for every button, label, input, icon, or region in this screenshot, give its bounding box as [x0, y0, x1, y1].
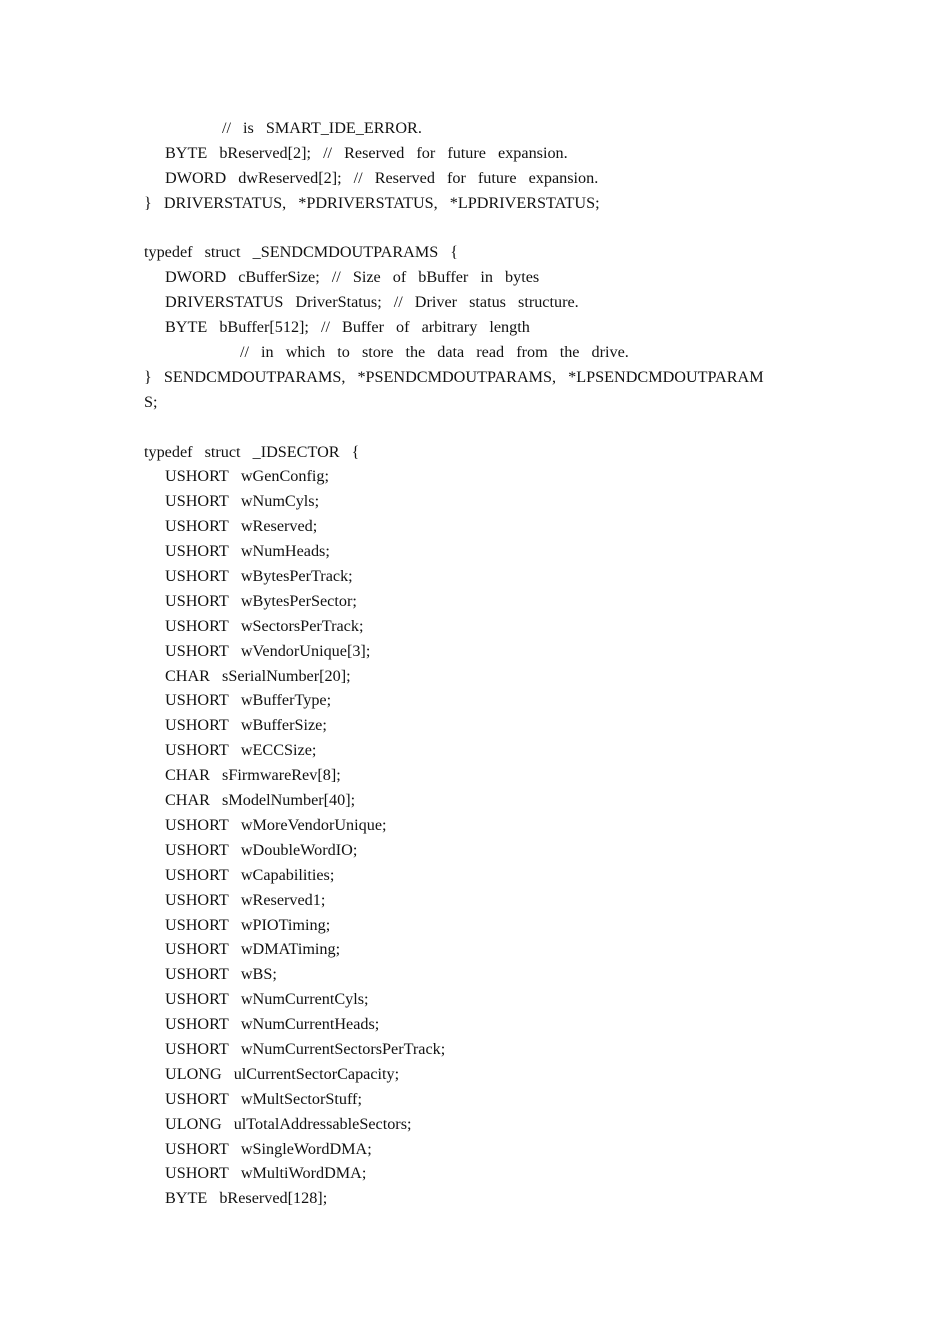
code-token: USHORT — [165, 542, 229, 561]
code-line — [144, 265, 814, 290]
code-token: drive. — [591, 343, 629, 362]
code-listing — [144, 116, 814, 1211]
code-token: structure. — [518, 293, 579, 312]
code-token: wVendorUnique[3]; — [240, 641, 371, 660]
code-token: USHORT — [165, 616, 229, 635]
code-token: BYTE — [165, 143, 208, 162]
code-token: USHORT — [165, 716, 229, 735]
code-token: wPIOTiming; — [240, 915, 331, 934]
code-token: wBS; — [240, 965, 277, 984]
code-token: _IDSECTOR — [252, 442, 340, 461]
code-token: expansion. — [528, 168, 599, 187]
code-token: USHORT — [165, 467, 229, 486]
code-token: bReserved[2]; — [219, 143, 312, 162]
code-token: wMultiWordDMA; — [240, 1164, 367, 1183]
code-token: BYTE — [165, 1189, 208, 1208]
code-line — [144, 116, 814, 141]
code-line — [144, 216, 814, 241]
code-token: to — [337, 343, 350, 362]
code-token: status — [469, 293, 506, 312]
code-token: from — [516, 343, 548, 362]
code-token: Size — [352, 268, 381, 287]
code-token: USHORT — [165, 1039, 229, 1058]
code-token: } — [144, 367, 152, 386]
code-token: struct — [204, 442, 241, 461]
code-token: wECCSize; — [240, 741, 317, 760]
code-token: typedef — [144, 243, 193, 262]
code-line — [144, 813, 814, 838]
code-token: ulCurrentSectorCapacity; — [233, 1064, 400, 1083]
code-line — [144, 489, 814, 514]
code-token: *PDRIVERSTATUS, — [298, 193, 438, 212]
code-line — [144, 141, 814, 166]
code-token: wDMATiming; — [240, 940, 341, 959]
code-line — [144, 166, 814, 191]
code-token: ulTotalAddressableSectors; — [233, 1114, 412, 1133]
code-line — [144, 589, 814, 614]
code-token: // — [222, 119, 231, 137]
code-token: Driver — [414, 293, 458, 312]
code-token: { — [450, 243, 459, 262]
code-line — [144, 191, 814, 216]
code-line — [144, 838, 814, 863]
code-line — [144, 315, 814, 340]
code-token: of — [392, 268, 407, 287]
code-token: _SENDCMDOUTPARAMS — [252, 243, 439, 262]
code-line — [144, 564, 814, 589]
code-token: *PSENDCMDOUTPARAMS, — [357, 367, 557, 386]
code-token: // — [331, 268, 341, 287]
code-token: bytes — [505, 268, 540, 287]
code-token: USHORT — [165, 641, 229, 660]
code-token: USHORT — [165, 567, 229, 586]
code-token: wReserved; — [240, 517, 318, 536]
code-line — [144, 987, 814, 1012]
code-line — [144, 639, 814, 664]
code-line — [144, 440, 814, 465]
code-token: read — [476, 343, 505, 362]
code-token: wNumCurrentHeads; — [240, 1015, 380, 1034]
code-token: wNumCurrentSectorsPerTrack; — [240, 1039, 446, 1058]
code-token: ULONG — [165, 1114, 222, 1133]
code-line — [144, 365, 814, 390]
code-token: USHORT — [165, 691, 229, 710]
code-line — [144, 1037, 814, 1062]
code-line — [144, 464, 814, 489]
code-token: sFirmwareRev[8]; — [222, 766, 341, 785]
code-line — [144, 664, 814, 689]
code-token: USHORT — [165, 840, 229, 859]
code-line — [144, 763, 814, 788]
code-token: USHORT — [165, 1089, 229, 1108]
code-token: future — [477, 168, 517, 187]
code-token: { — [351, 442, 360, 461]
code-token: bBuffer — [418, 268, 469, 287]
code-token: USHORT — [165, 1139, 229, 1158]
code-line — [144, 1186, 814, 1211]
code-token: the — [405, 343, 426, 362]
code-token: cBufferSize; — [238, 268, 320, 287]
code-token: wSectorsPerTrack; — [240, 616, 364, 635]
code-token: wBufferSize; — [240, 716, 327, 735]
code-token: bBuffer[512]; — [219, 318, 309, 337]
code-line — [144, 1112, 814, 1137]
code-line — [144, 1062, 814, 1087]
code-token: wBytesPerTrack; — [240, 567, 353, 586]
code-token: wNumCurrentCyls; — [240, 990, 369, 1009]
code-line — [144, 913, 814, 938]
code-token: *LPDRIVERSTATUS; — [449, 193, 600, 212]
code-token: in — [261, 343, 274, 362]
code-token: Reserved — [374, 168, 435, 187]
code-line — [144, 888, 814, 913]
code-token: sSerialNumber[20]; — [222, 666, 351, 685]
code-token: of — [396, 318, 410, 337]
code-token: wBufferType; — [240, 691, 332, 710]
code-token: wMoreVendorUnique; — [240, 815, 387, 834]
code-line — [144, 390, 814, 415]
code-token: wBytesPerSector; — [240, 591, 357, 610]
code-line — [144, 1087, 814, 1112]
code-line — [144, 240, 814, 265]
code-token: DriverStatus; — [295, 293, 382, 312]
code-token: SENDCMDOUTPARAMS, — [163, 367, 346, 386]
code-line — [144, 863, 814, 888]
code-token: sModelNumber[40]; — [222, 791, 356, 810]
code-token: CHAR — [165, 766, 210, 785]
code-token: USHORT — [165, 517, 229, 536]
code-token: USHORT — [165, 741, 229, 760]
code-line — [144, 688, 814, 713]
code-token: wReserved1; — [240, 890, 326, 909]
code-token: wNumCyls; — [240, 492, 320, 511]
code-token: USHORT — [165, 492, 229, 511]
code-token: arbitrary — [421, 318, 478, 337]
code-token: USHORT — [165, 915, 229, 934]
code-token: } — [144, 193, 152, 212]
code-line — [144, 1161, 814, 1186]
code-token: // — [323, 143, 333, 162]
code-token: CHAR — [165, 666, 210, 685]
code-token: // — [393, 293, 403, 312]
code-token: wMultSectorStuff; — [240, 1089, 362, 1108]
code-token: data — [437, 343, 465, 362]
code-line — [144, 1012, 814, 1037]
code-token: wCapabilities; — [240, 865, 335, 884]
code-token: USHORT — [165, 815, 229, 834]
code-token: USHORT — [165, 965, 229, 984]
code-token: USHORT — [165, 1164, 229, 1183]
code-token: typedef — [144, 442, 193, 461]
code-line — [144, 290, 814, 315]
code-token: wGenConfig; — [240, 467, 329, 486]
code-token: // — [320, 318, 330, 337]
code-token: length — [489, 318, 530, 337]
code-token: wNumHeads; — [240, 542, 330, 561]
code-token: // — [353, 168, 363, 187]
code-line — [144, 415, 814, 440]
code-line — [144, 1137, 814, 1162]
code-token: store — [361, 343, 394, 362]
code-token: USHORT — [165, 990, 229, 1009]
code-token: expansion. — [498, 143, 568, 162]
code-line — [144, 340, 814, 365]
code-line — [144, 937, 814, 962]
code-token: is — [243, 119, 254, 137]
code-token: wSingleWordDMA; — [240, 1139, 372, 1158]
code-line — [144, 962, 814, 987]
code-token: in — [480, 268, 493, 287]
code-token: // — [240, 343, 249, 362]
code-line — [144, 539, 814, 564]
code-token: for — [446, 168, 466, 187]
code-token: dwReserved[2]; — [238, 168, 342, 187]
code-token: *LPSENDCMDOUTPARAM — [568, 367, 764, 386]
code-token: the — [559, 343, 580, 362]
code-token: DWORD — [165, 268, 227, 287]
code-token: BYTE — [165, 318, 208, 337]
code-token: S; — [144, 392, 158, 411]
code-line — [144, 788, 814, 813]
code-token: USHORT — [165, 940, 229, 959]
code-token: struct — [204, 243, 241, 262]
code-token: USHORT — [165, 890, 229, 909]
code-token: DWORD — [165, 168, 227, 187]
code-token: future — [447, 143, 486, 162]
code-token: Reserved — [344, 143, 405, 162]
code-token: USHORT — [165, 865, 229, 884]
code-token: bReserved[128]; — [219, 1189, 328, 1208]
code-token: CHAR — [165, 791, 210, 810]
code-line — [144, 713, 814, 738]
code-token: for — [416, 143, 436, 162]
code-token: DRIVERSTATUS — [165, 293, 284, 312]
code-token: SMART_IDE_ERROR. — [265, 119, 422, 137]
code-line — [144, 514, 814, 539]
code-token: wDoubleWordIO; — [240, 840, 358, 859]
code-line — [144, 614, 814, 639]
code-token: which — [285, 343, 326, 362]
code-token: Buffer — [342, 318, 384, 337]
code-line — [144, 738, 814, 763]
code-token: DRIVERSTATUS, — [163, 193, 287, 212]
code-token: USHORT — [165, 1015, 229, 1034]
code-token: USHORT — [165, 591, 229, 610]
code-token: ULONG — [165, 1064, 222, 1083]
